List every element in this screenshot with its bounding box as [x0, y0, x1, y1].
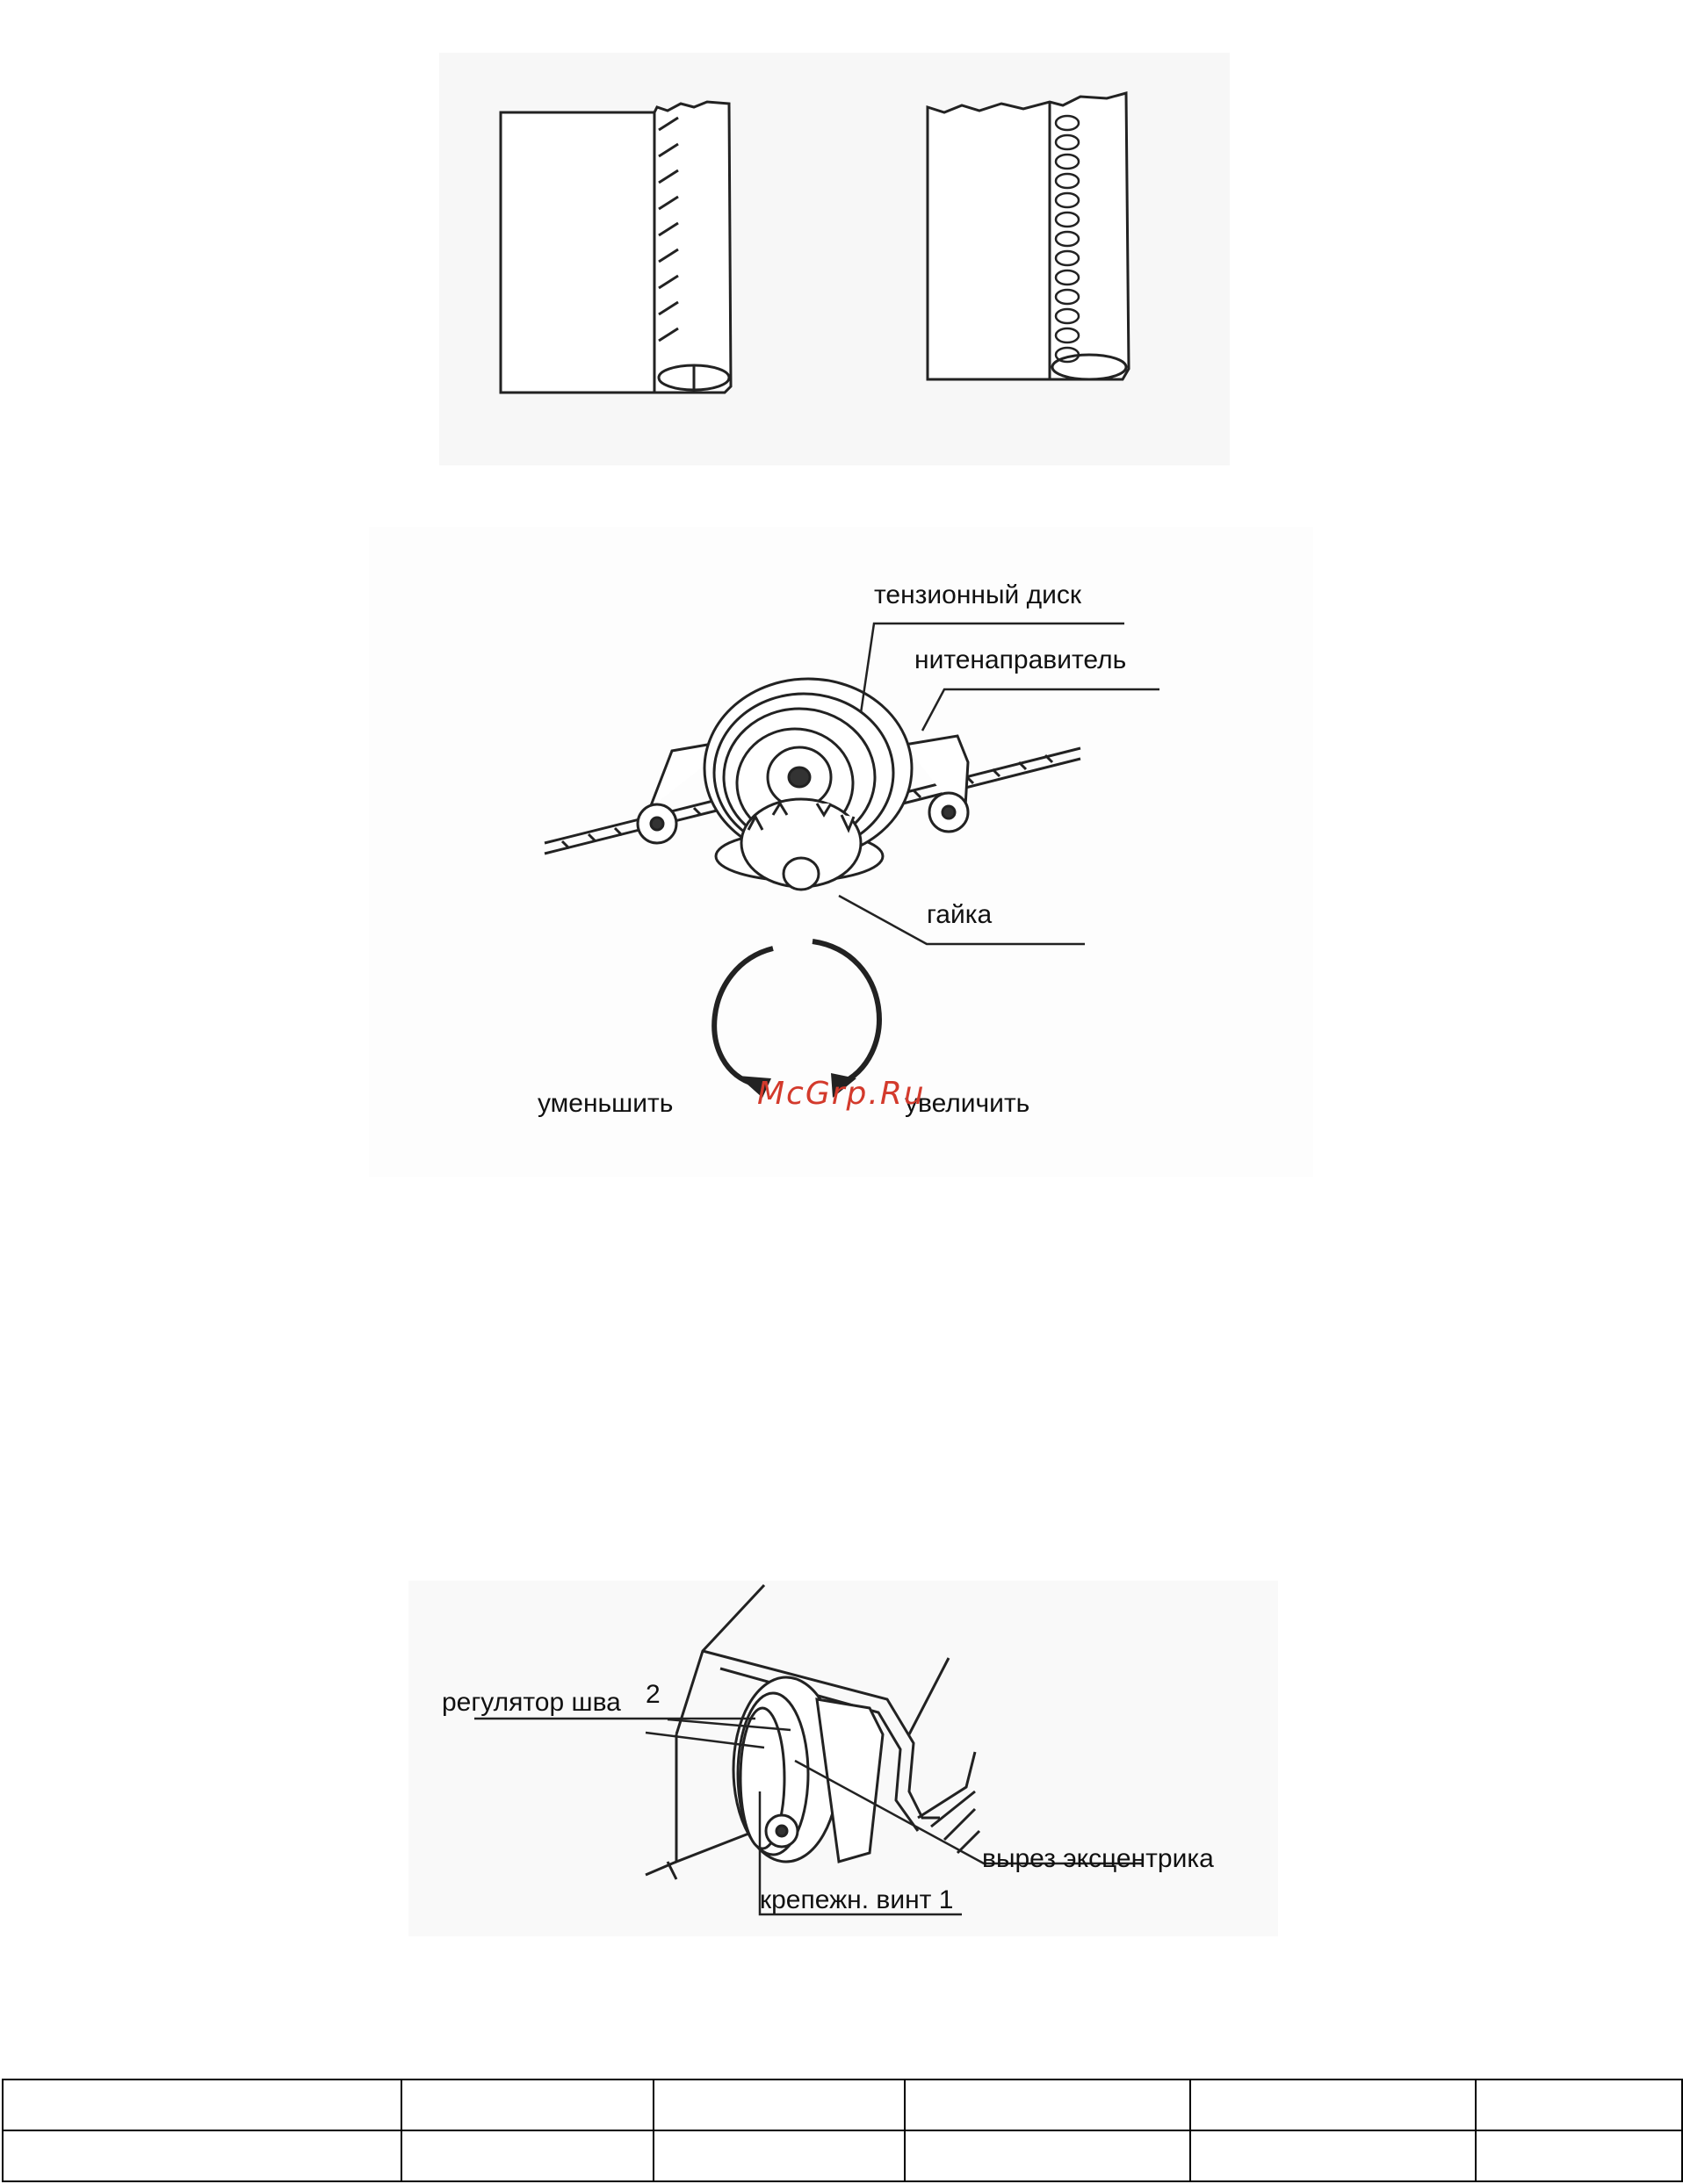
- footer-cell: [3, 2079, 401, 2130]
- label-decrease: уменьшить: [538, 1089, 674, 1118]
- footer-cell: [1476, 2079, 1682, 2130]
- label-nut: гайка: [927, 900, 993, 929]
- footer-cell: [905, 2079, 1190, 2130]
- footer-cell: [1190, 2130, 1476, 2181]
- label-fixing-screw: крепежн. винт 1: [760, 1885, 954, 1914]
- footer-cell: [401, 2130, 654, 2181]
- footer-cell: [1476, 2130, 1682, 2181]
- label-eccentric-notch: вырез эксцентрика: [982, 1844, 1214, 1873]
- watermark: McGrp.Ru: [757, 1076, 926, 1112]
- footer-cell: [401, 2079, 654, 2130]
- footer-table: [2, 2079, 1683, 2182]
- label-callout-2: 2: [646, 1680, 661, 1709]
- label-increase: увеличить: [905, 1089, 1030, 1118]
- footer-cell: [654, 2079, 905, 2130]
- footer-table-row: [3, 2130, 1682, 2181]
- footer-cell: [1190, 2079, 1476, 2130]
- footer-cell: [3, 2130, 401, 2181]
- footer-cell: [654, 2130, 905, 2181]
- label-thread-guide: нитенаправитель: [914, 645, 1127, 674]
- label-tension-disc: тензионный диск: [874, 580, 1082, 609]
- label-stitch-regulator: регулятор шва: [442, 1688, 621, 1717]
- footer-cell: [905, 2130, 1190, 2181]
- footer-table-row: [3, 2079, 1682, 2130]
